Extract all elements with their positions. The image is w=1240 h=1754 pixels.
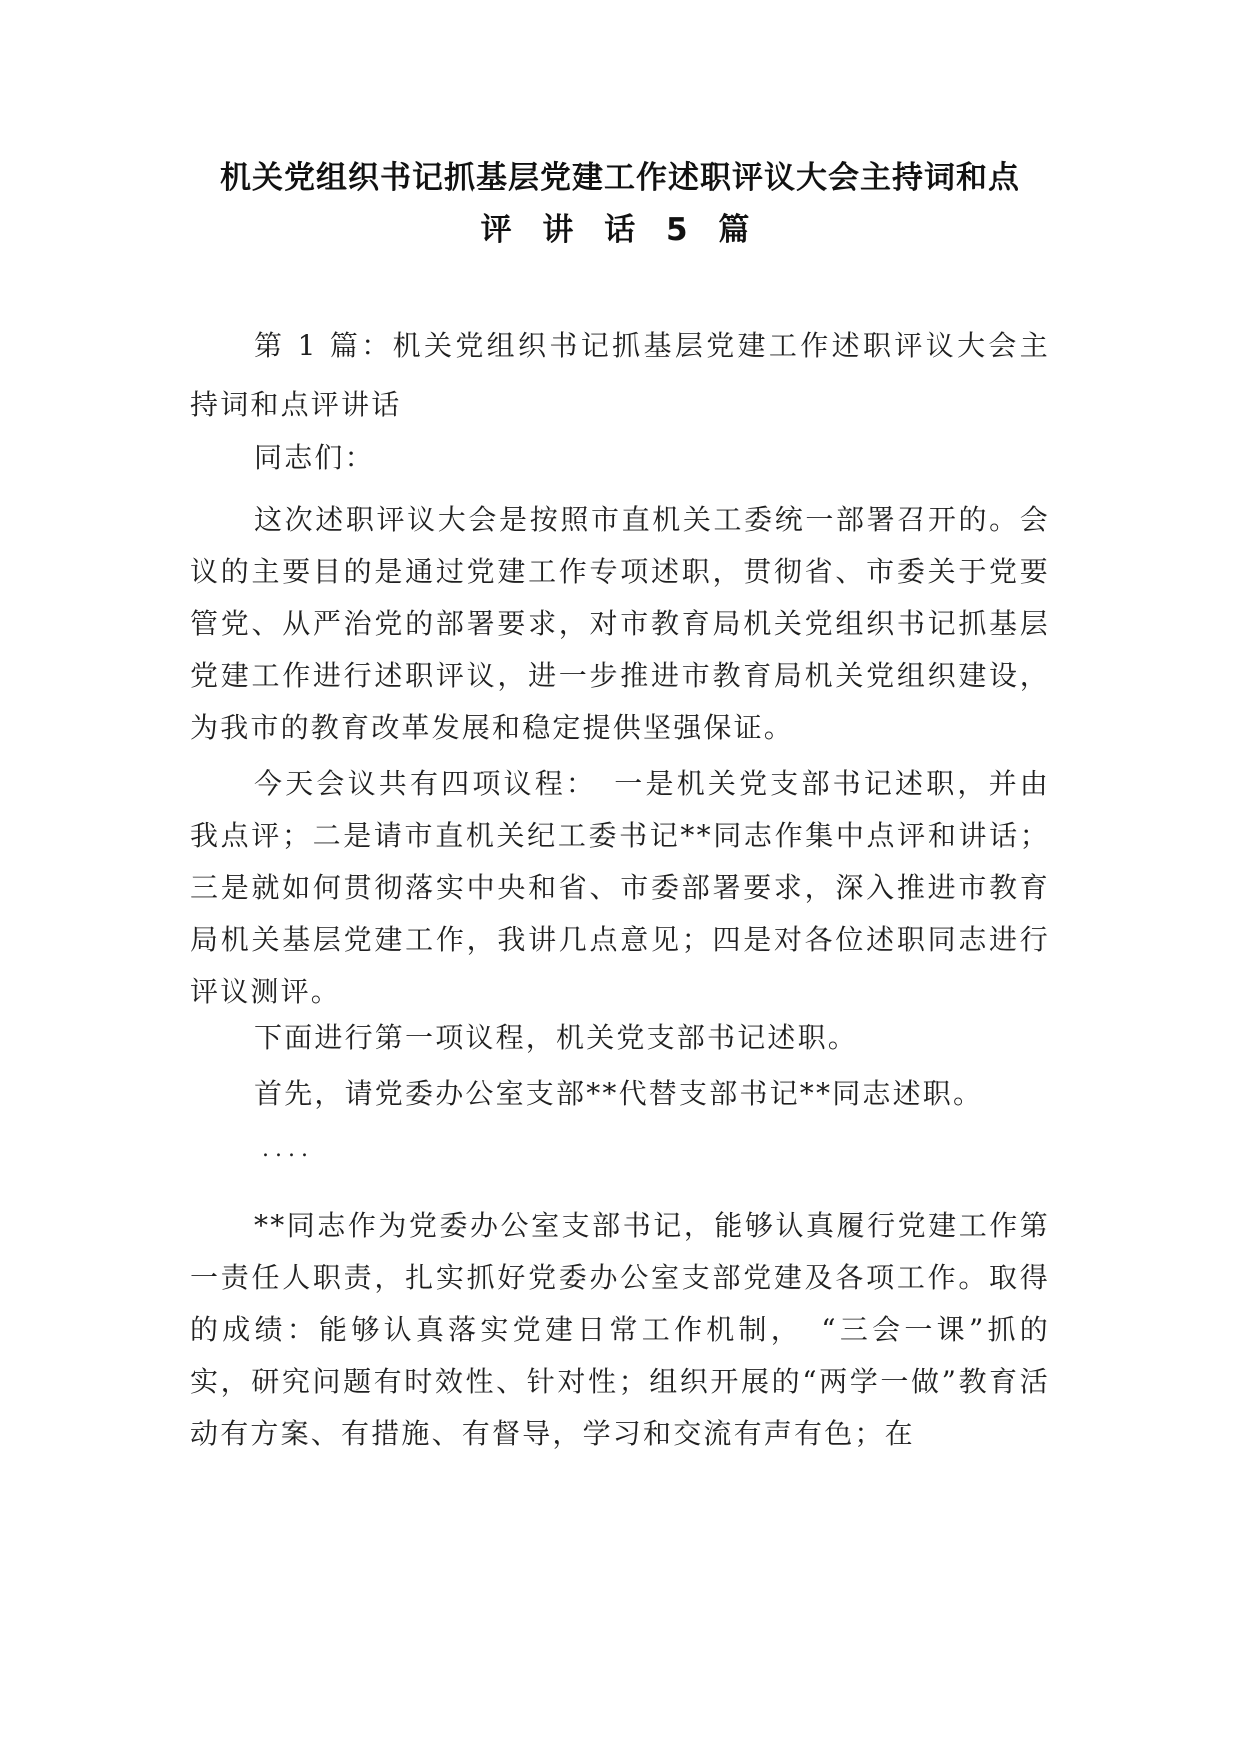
- document-title-line-1: 机关党组织书记抓基层党建工作述职评议大会主持词和点: [220, 160, 1020, 196]
- comment-paragraph: **同志作为党委办公室支部书记，能够认真履行党建工作第一责任人职责，扎实抓好党委办公室支部党建及各项工作。取得的成绩：能够认真落实党建日常工作机制， “三会一课”抓的实，研究问题有时效性、针对性；组织开展的“两学一做”教育活动有方案、有措施、有督导，学习和交流有声有色；在: [190, 1209, 1050, 1450]
- ellipsis-marker: ....: [262, 1137, 314, 1162]
- greeting-paragraph: 同志们：: [254, 441, 375, 474]
- intro-paragraph: 这次述职评议大会是按照市直机关工委统一部署召开的。会议的主要目的是通过党建工作专项述职，贯彻省、市委关于党要管党、从严治党的部署要求，对市教育局机关党组织书记抓基层党建工作进行述职评议，进一步推进市教育局机关党组织建设，为我市的教育改革发展和稳定提供坚强保证。: [190, 503, 1050, 744]
- first-item-paragraph: 下面进行第一项议程，机关党支部书记述职。: [254, 1021, 859, 1054]
- document-title-line-2: 评 讲 话 5 篇: [480, 212, 760, 248]
- section-heading: 第 1 篇：机关党组织书记抓基层党建工作述职评议大会主持词和点评讲话: [190, 329, 1050, 421]
- agenda-paragraph: 今天会议共有四项议程： 一是机关党支部书记述职，并由我点评；二是请市直机关纪工委书记**同志作集中点评和讲话；三是就如何贯彻落实中央和省、市委部署要求，深入推进市教育局机关基层党建工作，我讲几点意见；四是对各位述职同志进行评议测评。: [190, 767, 1050, 1008]
- first-speaker-paragraph: 首先，请党委办公室支部**代替支部书记**同志述职。: [254, 1077, 984, 1110]
